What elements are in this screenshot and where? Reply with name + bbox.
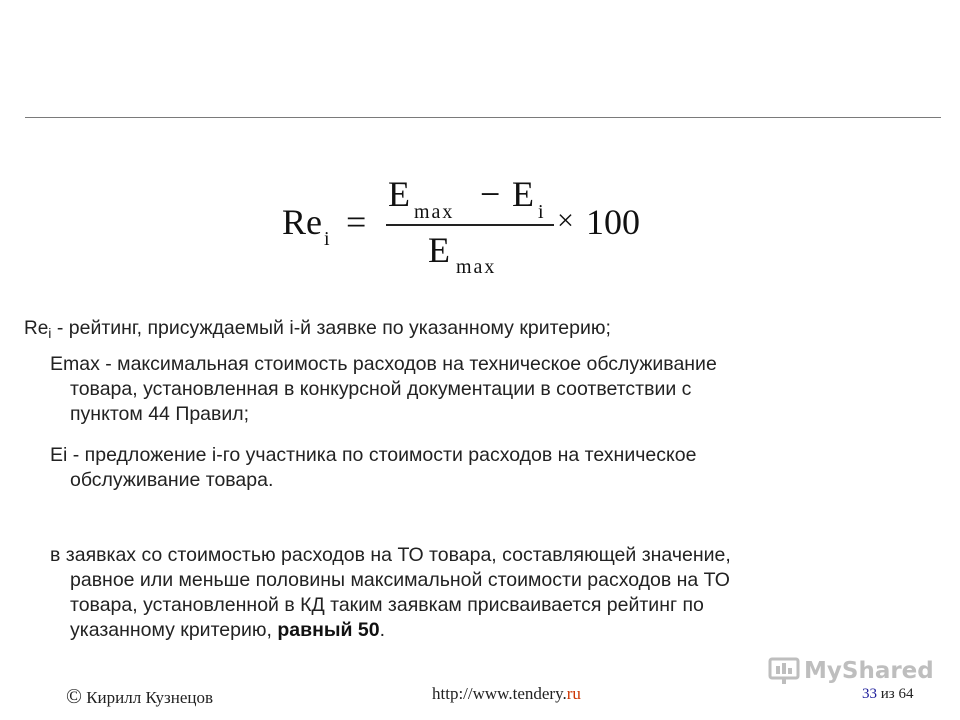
formula-lhs-index: i: [324, 228, 330, 250]
footer-author: [66, 684, 213, 709]
page-counter: [862, 686, 913, 703]
definition-ei: [50, 443, 696, 493]
definition-emax: [50, 352, 717, 427]
fraction-bar: [386, 224, 554, 226]
emax-line-1: Emax - максимальная стоимость расходов на техническое обслуживание: [50, 353, 717, 375]
page-current: 33: [862, 686, 877, 702]
formula-factor: 100: [586, 202, 640, 242]
ei-line-2: обслуживание товара.: [70, 469, 274, 491]
author-name: Кирилл Кузнецов: [86, 688, 214, 707]
rei-symbol: $Re_i$: [24, 318, 52, 341]
rating-rule-paragraph: [50, 543, 731, 643]
page-total: 64: [898, 686, 914, 702]
emax-line-2: товара, установленная в конкурсной документации в соответствии с: [70, 378, 692, 400]
emax-line-3: пунктом 44 Правил;: [70, 403, 250, 425]
formula-denominator-sub: max: [456, 256, 497, 278]
formula-numerator-e1: E: [388, 174, 410, 214]
formula-times: ×: [557, 204, 574, 237]
presentation-board-icon: [768, 656, 800, 686]
formula-lhs-symbol: Re: [282, 202, 322, 242]
rei-text: - рейтинг, присуждаемый i-й заявке по указанному критерию;: [56, 317, 611, 339]
formula-numerator-e2: E: [512, 174, 534, 214]
formula-minus: −: [480, 174, 501, 214]
page-separator: из: [880, 686, 895, 702]
rule-line-4: указанному критерию, равный 50.: [70, 619, 386, 641]
footer-url[interactable]: http://www.tendery.ru: [432, 684, 581, 703]
rating-value: равный 50: [277, 619, 380, 641]
ei-line-1: Ei - предложение i-го участника по стоимости расходов на техническое: [50, 444, 697, 466]
watermark-text: MyShared: [804, 658, 934, 684]
formula-numerator-e2-sub: i: [538, 201, 544, 223]
formula-equals: =: [346, 202, 367, 242]
rule-line-3: товара, установленной в КД таким заявкам присваивается рейтинг по: [70, 594, 704, 616]
rating-formula: [0, 0, 960, 290]
rule-line-1: в заявках со стоимостью расходов на ТО товара, составляющей значение,: [50, 544, 731, 566]
rule-line-2: равное или меньше половины максимальной стоимости расходов на ТО: [70, 569, 730, 591]
formula-denominator-e: E: [428, 230, 450, 270]
copyright-icon: ©: [66, 684, 82, 708]
myshared-watermark: [768, 656, 934, 691]
formula-numerator-e1-sub: max: [414, 201, 455, 223]
definition-rei: [24, 316, 611, 346]
